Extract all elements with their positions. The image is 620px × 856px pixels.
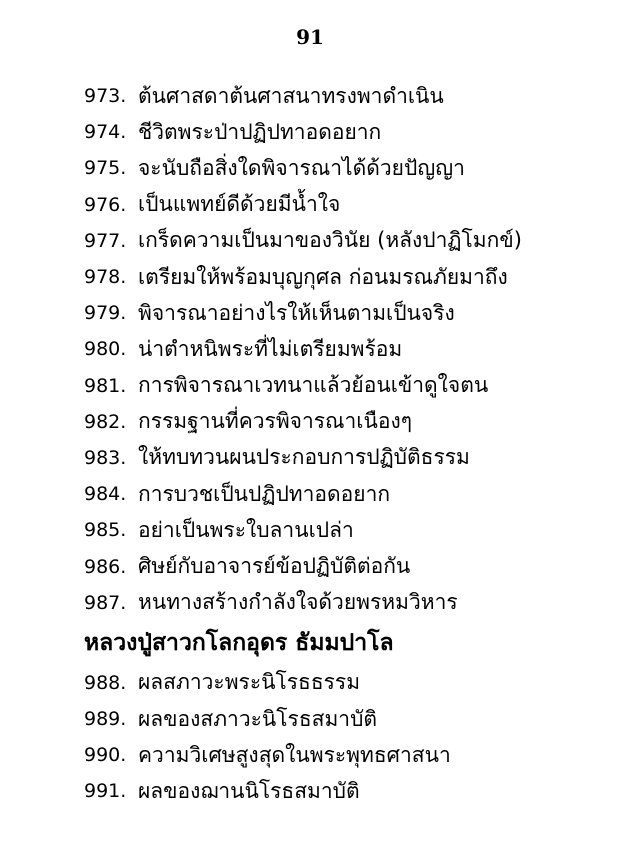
entry-title: ศิษย์กับอาจารย์ข้อปฏิบัติต่อกัน [138,554,411,579]
entry-number: 983. [84,446,127,469]
entry-number: 987. [84,591,127,614]
list-item [84,295,604,331]
entry-number: 989. [84,708,127,731]
list-item [84,331,604,367]
entry-number: 978. [84,266,127,289]
list-item [84,665,604,701]
entry-number: 991. [84,780,127,803]
entry-title: อย่าเป็นพระใบลานเปล่า [138,517,354,542]
list-item [84,404,604,440]
list-item [84,512,604,548]
entry-number: 988. [84,671,127,694]
entry-number: 975. [84,157,127,180]
list-item [84,476,604,512]
section-heading: หลวงปู่สาวกโลกอุดร ธัมมปาโล [84,629,394,656]
entry-title: พิจารณาอย่างไรให้เห็นตามเป็นจริง [138,300,455,325]
entry-title: การพิจารณาเวทนาแล้วย้อนเข้าดูใจตน [138,373,489,398]
entry-number: 990. [84,744,127,767]
entry-number: 977. [84,229,127,252]
list-item [84,548,604,584]
list-item [84,150,604,186]
entry-title: ผลของฌานนิโรธสมาบัติ [138,778,360,803]
entry-title: ชีวิตพระป่าปฏิปทาอดอยาก [138,119,382,144]
page-number: 91 [296,25,324,49]
entry-title: น่าตำหนิพระที่ไม่เตรียมพร้อม [138,336,403,361]
list-item [84,259,604,295]
list-item [84,223,604,259]
entry-title: กรรมฐานที่ควรพิจารณาเนืองๆ [138,409,412,434]
entry-number: 986. [84,555,127,578]
entry-number: 976. [84,193,127,216]
entry-title: ให้ทบทวนผนประกอบการปฏิบัติธรรม [138,445,470,470]
entry-list [84,78,604,810]
entry-number: 973. [84,85,127,108]
entry-number: 980. [84,338,127,361]
entry-title: จะนับถือสิ่งใดพิจารณาได้ด้วยปัญญา [138,155,465,180]
entry-title: เป็นแพทย์ดีด้วยมีน้ำใจ [138,192,341,217]
entry-title: ผลของสภาวะนิโรธสมาบัติ [138,706,378,731]
entry-number: 979. [84,302,127,325]
entry-title: หนทางสร้างกำลังใจด้วยพรหมวิหาร [138,590,458,615]
list-item [84,440,604,476]
entry-title: ผลสภาวะพระนิโรธธรรม [138,670,361,695]
entry-title: เกร็ดความเป็นมาของวินัย (หลังปาฏิโมกข์) [138,228,522,253]
list-item [84,737,604,773]
entry-title: การบวชเป็นปฏิปทาอดอยาก [138,481,391,506]
entry-title: ต้นศาสดาต้นศาสนาทรงพาดำเนิน [138,83,444,108]
entry-title: เตรียมให้พร้อมบุญกุศล ก่อนมรณภัยมาถึง [138,264,508,289]
list-item [84,701,604,737]
entry-number: 985. [84,519,127,542]
list-item [84,78,604,114]
list-item [84,187,604,223]
list-item [84,368,604,404]
entry-number: 981. [84,374,127,397]
entry-title: ความวิเศษสูงสุดในพระพุทธศาสนา [138,742,451,767]
entry-number: 984. [84,483,127,506]
entry-number: 982. [84,410,127,433]
entry-number: 974. [84,121,127,144]
list-item [84,114,604,150]
list-item [84,773,604,809]
list-item [84,585,604,621]
